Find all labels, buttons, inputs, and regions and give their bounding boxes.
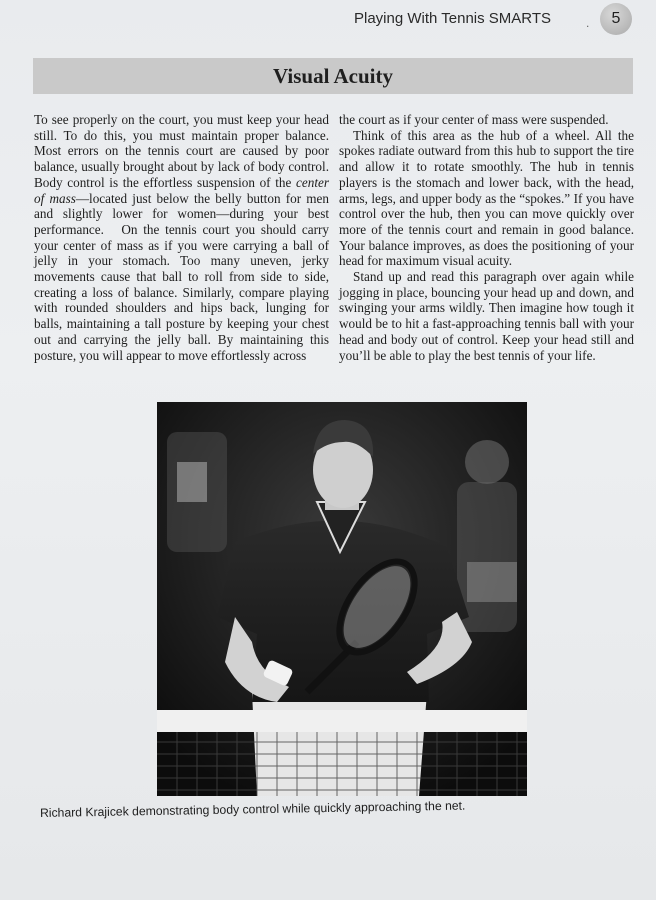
paragraph-1-continued: the court as if your center of mass were suspended. bbox=[339, 112, 609, 127]
paragraph-1-emphasis: center of mass bbox=[34, 174, 329, 206]
column-right bbox=[339, 112, 634, 363]
section-title: Visual Acuity bbox=[273, 63, 393, 88]
column-left bbox=[34, 112, 329, 363]
running-head: Playing With Tennis SMARTS bbox=[354, 10, 552, 27]
header-dot: . bbox=[586, 16, 590, 30]
paragraph-3: Stand up and read this paragraph over again while jogging in place, bouncing your head up and down, and swinging your arms wildly. Then imagine how tough it would be to hit a fast-approaching tennis ball with your head and body out of control. Keep your head still and you’ll be able to play the best tennis of your life. bbox=[339, 269, 634, 363]
page-number: 5 bbox=[600, 3, 632, 35]
paragraph-1-text-a: To see properly on the court, you must keep your head still. To do this, you must maintain proper balance. Most errors on the tennis court are caused by poor balance, usually brought about by lack of body control. Body control is the effortless suspension of the bbox=[34, 112, 329, 190]
photo-caption: Richard Krajicek demonstrating body control while quickly approaching the net. bbox=[39, 798, 466, 820]
body-text bbox=[34, 112, 634, 363]
paragraph-1-text-b: —located just below the belly button for men and slightly lower for women—during your best performance. On the tennis court you should carry your center of mass as if you were carrying a ball of jelly in your stomach. Too many uneven, jerky movements cause that ball to roll from side to side, creating a loss of balance. Similarly, compare playing with rounded shoulders and hips back, lunging for balls, maintaining a tall posture by keeping your chest out and carrying the jelly ball. By maintaining this posture, you will appear to move effortlessly across bbox=[34, 190, 330, 363]
paragraph-2: Think of this area as the hub of a wheel. All the spokes radiate outward from this hub to support the tire and allow it to rotate smoothly. The hub in tennis players is the stomach and lower back, with the head, arms, legs, and upper body as the “spokes.” If you have control over the hub, then you can move quickly over more of the tennis court and remain in good balance. Your balance improves, as does the positioning of your head for maximum visual acuity. bbox=[339, 127, 634, 269]
photo-tennis-player bbox=[157, 402, 527, 796]
paragraph-1 bbox=[34, 112, 329, 363]
section-title-bar bbox=[33, 58, 633, 94]
